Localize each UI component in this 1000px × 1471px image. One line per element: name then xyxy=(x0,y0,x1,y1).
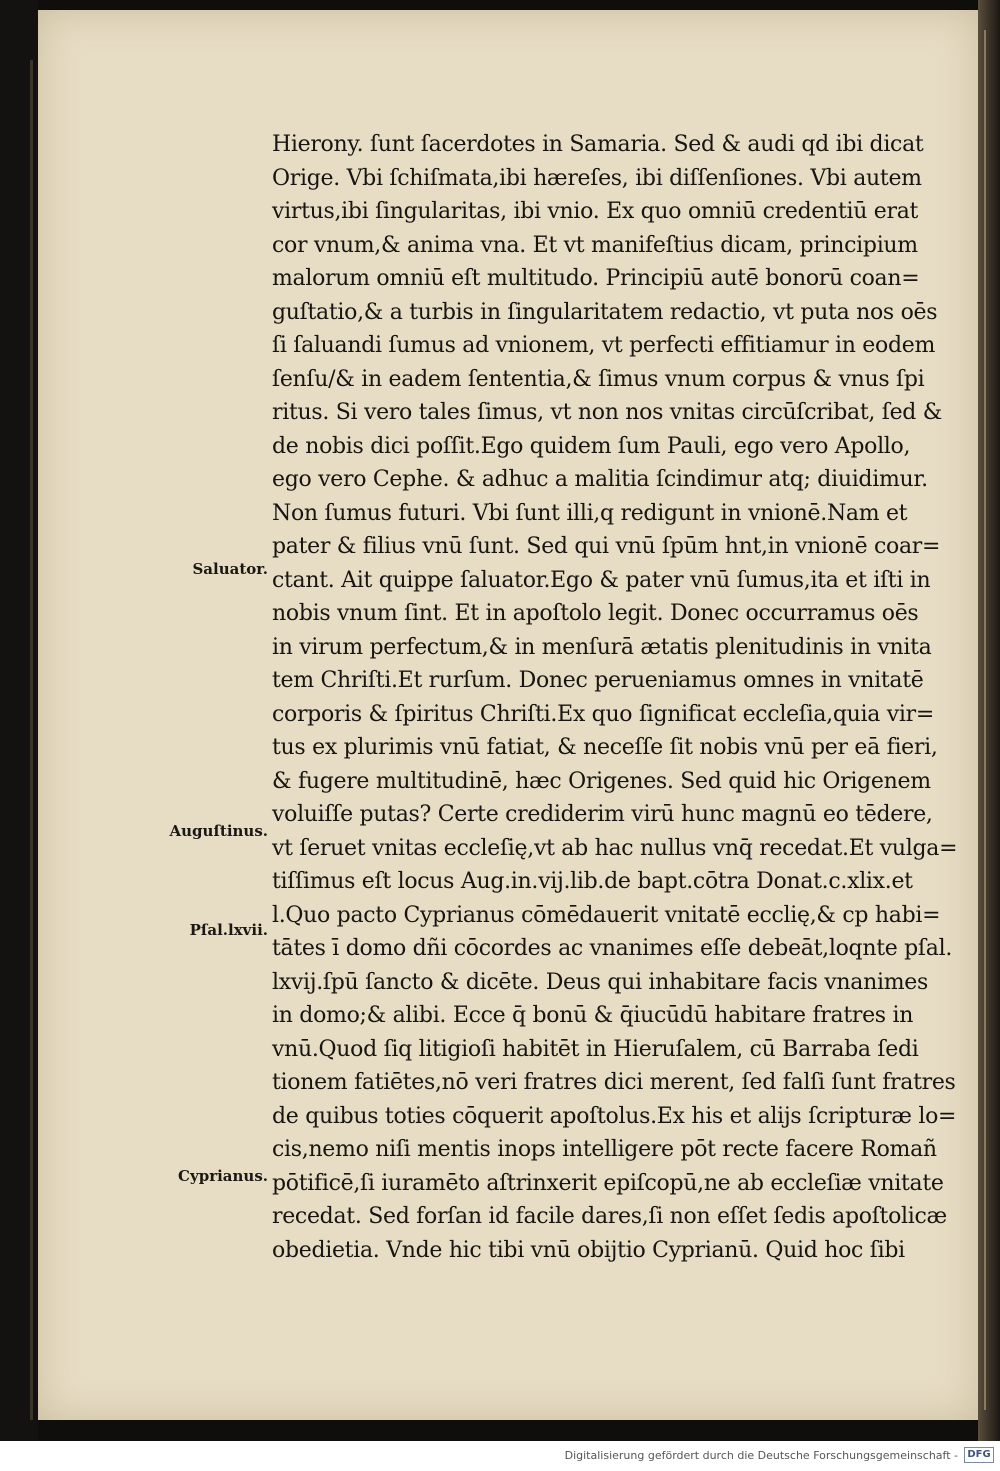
text-line: virtus,ibi ſingularitas, ibi vnio. Ex quo omniū credentiū erat xyxy=(272,199,919,224)
margin-note-saluator: Saluator. xyxy=(192,560,268,578)
text-line: nobis vnum ſint. Et in apoſtolo legit. Donec occurramus oēs xyxy=(272,601,919,626)
text-line: & fugere multitudinē, hæc Origenes. Sed quid hic Origenem xyxy=(272,768,931,794)
text-line: Hierony. ſunt ſacerdotes in Samaria. Sed & audi qd ibi dicat xyxy=(272,132,924,157)
text-line: obedietia. Vnde hic tibi vnū obijtio Cyprianū. Quid hoc ſibi xyxy=(272,1237,905,1263)
scan-left-border xyxy=(0,0,38,1441)
text-line: ſenſu/& in eadem ſententia,& ſimus vnum corpus & vnus ſpi xyxy=(272,366,925,392)
text-line: ego vero Cephe. & adhuc a malitia ſcindimur atq; diuidimur. xyxy=(272,467,928,492)
text-line: corporis & ſpiritus Chriſti.Ex quo ſignificat eccleſia,quia vir= xyxy=(272,701,934,727)
text-line: voluiſſe putas? Certe crediderim virū hunc magnū eo tēdere, xyxy=(272,802,933,827)
text-line: ritus. Si vero tales ſimus, vt non nos vnitas circūſcribat, ſed & xyxy=(272,400,943,425)
text-line: pater & filius vnū ſunt. Sed qui vnū ſpūm hnt,in vnionē coar= xyxy=(272,534,941,559)
text-line: in domo;& alibi. Ecce q̄ bonū & q̄iucūdū habitare fratres in xyxy=(272,1003,914,1028)
text-line: tātes ī domo dñi cōcordes ac vnanimes eſſe debeāt,loqnte pſal. xyxy=(272,936,953,961)
text-line: vt ſeruet vnitas eccleſię,vt ab hac nullus vnq̄ recedat.Et vulga= xyxy=(272,835,958,861)
text-line: malorum omniū eſt multitudo. Principiū autē bonorū coan= xyxy=(272,266,920,291)
page-edge-shadow xyxy=(30,60,33,1420)
text-line: l.Quo pacto Cyprianus cōmēdauerit vnitatē ecclię,& cp habi= xyxy=(272,902,941,928)
text-line: vnū.Quod ſiq litigioſi habitēt in Hieruſalem, cū Barraba ſedi xyxy=(272,1036,919,1062)
text-line: recedat. Sed forſan id facile dares,ſi non eſſet ſedis apoſtolicæ xyxy=(272,1204,947,1229)
footer-bar xyxy=(0,1441,1000,1471)
text-line: tiſſimus eſt locus Aug.in.vij.lib.de bapt.cōtra Donat.c.xlix.et xyxy=(272,869,913,894)
text-line: Non ſumus futuri. Vbi ſunt illi,q redigunt in vnionē.Nam et xyxy=(272,500,908,526)
margin-note-augustinus: Auguſtinus. xyxy=(169,822,268,840)
text-line: Orige. Vbi ſchiſmata,ibi hæreſes, ibi diſſenſiones. Vbi autem xyxy=(272,165,922,191)
text-line: in virum perfectum,& in menſurā ætatis plenitudinis in vnita xyxy=(272,634,932,660)
text-line: guſtatio,& a turbis in ſingularitatem redactio, vt puta nos oēs xyxy=(272,299,938,325)
text-line: tem Chriſti.Et rurſum. Donec perueniamus omnes in vnitatē xyxy=(272,668,924,693)
dfg-logo[interactable]: DFG xyxy=(964,1447,994,1463)
scan-right-border xyxy=(978,0,1000,1441)
page-fore-edge xyxy=(984,30,986,1410)
text-line: ſi ſaluandi ſumus ad vnionem, vt perfecti effitiamur in eodem xyxy=(272,333,936,358)
text-line: lxvij.ſpū ſancto & dicēte. Deus qui inhabitare facis vnanimes xyxy=(272,969,928,995)
text-line: de quibus toties cōquerit apoſtolus.Ex his et alijs ſcripturæ lo= xyxy=(272,1103,957,1129)
margin-note-psal: Pſal.lxvii. xyxy=(189,921,268,939)
text-line: tus ex plurimis vnū fatiat, & neceſſe ſit nobis vnū per eā fieri, xyxy=(272,735,938,760)
main-text-block xyxy=(272,128,958,1267)
text-line: cis,nemo niſi mentis inops intelligere pōt recte facere Romañ xyxy=(272,1137,937,1162)
text-line: de nobis dici poſſit.Ego quidem ſum Pauli, ego vero Apollo, xyxy=(272,433,911,459)
text-line: cor vnum,& anima vna. Et vt manifeſtius dicam, principium xyxy=(272,232,918,258)
text-line: pōtificē,ſi iuramēto aſtrinxerit epiſcopū,ne ab eccleſiæ vnitate xyxy=(272,1170,944,1196)
funding-credit: Digitalisierung gefördert durch die Deutsche Forschungsgemeinschaft - xyxy=(564,1449,958,1462)
text-line: tionem fatiētes,nō veri fratres dici merent, ſed falſi ſunt fratres xyxy=(272,1070,956,1095)
margin-note-cyprianus: Cyprianus. xyxy=(178,1167,268,1185)
text-line: ctant. Ait quippe ſaluator.Ego & pater vnū ſumus,ita et iſti in xyxy=(272,567,931,593)
